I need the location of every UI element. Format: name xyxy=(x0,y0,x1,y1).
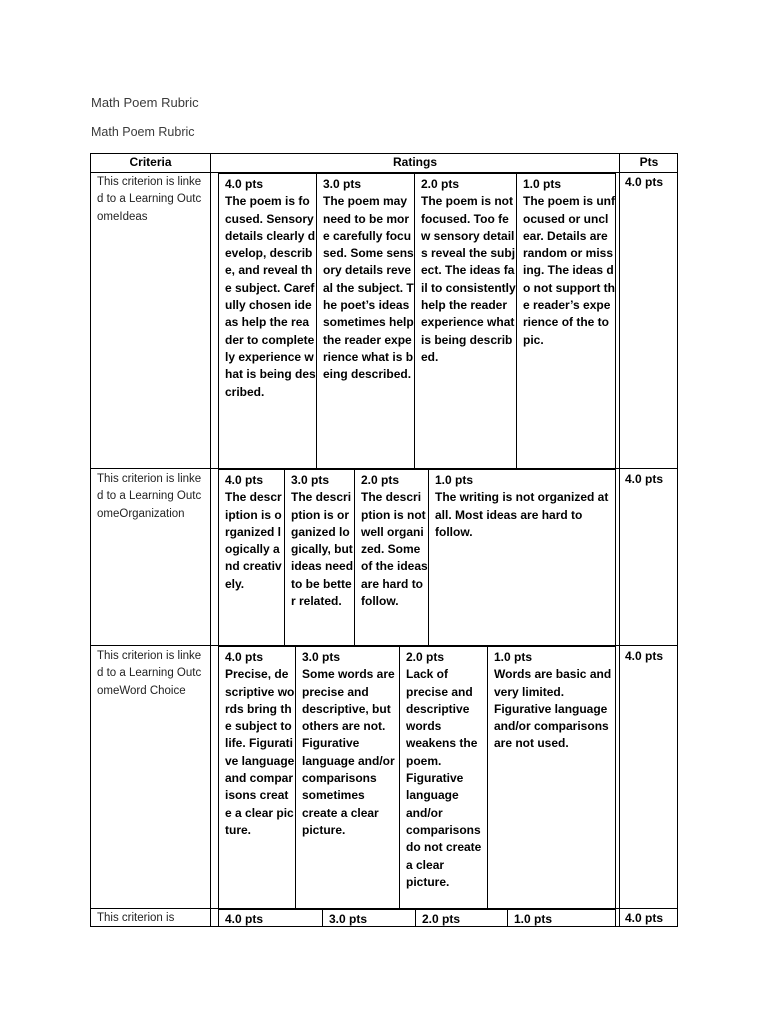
header-pts: Pts xyxy=(639,155,659,169)
rating-points: 2.0 pts xyxy=(421,177,460,191)
row-points: 4.0 pts xyxy=(625,649,664,663)
rating-points: 2.0 pts xyxy=(406,650,445,664)
rating-points: 3.0 pts xyxy=(329,912,368,926)
row-points: 4.0 pts xyxy=(625,911,664,925)
rating-description: Words are basic and very limited. Figurative language and/or comparisons are not used. xyxy=(494,667,612,751)
rating-points: 4.0 pts xyxy=(225,473,264,487)
criterion-label: This criterion is linked to a Learning OutcomeIdeas xyxy=(97,176,202,223)
rating-description: Lack of precise and descriptive words weakens the poem. Figurative language and/or comparisons do not create a clear picture. xyxy=(406,667,482,889)
rating-cell xyxy=(399,647,487,908)
rating-description: The poem may need to be more carefully focused. Some sensory details reveal the subject. The poet’s ideas sometimes help the reader experience what is being described. xyxy=(323,194,414,382)
rubric-table xyxy=(90,153,678,927)
rating-description: The writing is not organized at all. Most ideas are hard to follow. xyxy=(435,490,609,539)
rating-description: The description is organized logically and creatively. xyxy=(225,490,282,591)
rating-points: 2.0 pts xyxy=(422,912,461,926)
rating-description: The description is organized logically, but ideas need to be better related. xyxy=(291,490,354,609)
rating-cell xyxy=(295,647,399,908)
rating-cell xyxy=(322,910,415,927)
row-points: 4.0 pts xyxy=(625,175,664,189)
header-criteria: Criteria xyxy=(129,155,172,169)
rating-cell xyxy=(219,470,284,645)
rating-cell xyxy=(284,470,354,645)
ratings-group xyxy=(218,469,616,646)
rating-points: 3.0 pts xyxy=(302,650,341,664)
rating-cell xyxy=(316,174,414,468)
rating-cell xyxy=(414,174,516,468)
page-title: Math Poem Rubric xyxy=(91,95,199,110)
rating-description: Some words are precise and descriptive, but others are not. Figurative language and/or comparisons sometimes create a clear picture. xyxy=(302,667,395,837)
rating-cell xyxy=(219,647,295,908)
rating-points: 3.0 pts xyxy=(291,473,330,487)
rating-cell xyxy=(219,910,322,927)
rating-cell xyxy=(354,470,428,645)
header-ratings: Ratings xyxy=(392,155,437,169)
ratings-group xyxy=(218,646,616,909)
rating-points: 4.0 pts xyxy=(225,177,264,191)
rating-points: 4.0 pts xyxy=(225,912,264,926)
rating-cell xyxy=(219,174,316,468)
ratings-group xyxy=(218,173,616,469)
rating-points: 4.0 pts xyxy=(225,650,264,664)
rating-description: The poem is not focused. Too few sensory details reveal the subject. The ideas fail to consistently help the reader experience what is being described. xyxy=(421,194,516,364)
rating-cell xyxy=(516,174,615,468)
criterion-label: This criterion is xyxy=(97,912,175,924)
rating-cell xyxy=(415,910,507,927)
rating-points: 1.0 pts xyxy=(435,473,474,487)
grid-line xyxy=(210,154,211,927)
rating-cell xyxy=(487,647,615,908)
rating-points: 1.0 pts xyxy=(494,650,533,664)
rating-points: 1.0 pts xyxy=(523,177,562,191)
criterion-label: This criterion is linked to a Learning OutcomeOrganization xyxy=(97,473,202,520)
criterion-label: This criterion is linked to a Learning OutcomeWord Choice xyxy=(97,650,202,697)
ratings-group xyxy=(218,909,616,927)
grid-line xyxy=(619,154,620,927)
row-points: 4.0 pts xyxy=(625,472,664,486)
rating-description: The poem is focused. Sensory details clearly develop, describe, and reveal the subject. Carefully chosen ideas help the reader to completely experience what is being described. xyxy=(225,194,316,399)
rating-description: Precise, descriptive words bring the subject to life. Figurative language and comparisons create a clear picture. xyxy=(225,667,295,837)
rating-points: 1.0 pts xyxy=(514,912,553,926)
rating-points: 3.0 pts xyxy=(323,177,362,191)
rating-points: 2.0 pts xyxy=(361,473,400,487)
rating-cell xyxy=(428,470,615,645)
rating-description: The poem is unfocused or unclear. Details are random or missing. The ideas do not support the reader’s experience of the topic. xyxy=(523,194,615,347)
rubric-title: Math Poem Rubric xyxy=(91,125,195,139)
rating-description: The description is not well organized. Some of the ideas are hard to follow. xyxy=(361,490,428,609)
rating-cell xyxy=(507,910,615,927)
